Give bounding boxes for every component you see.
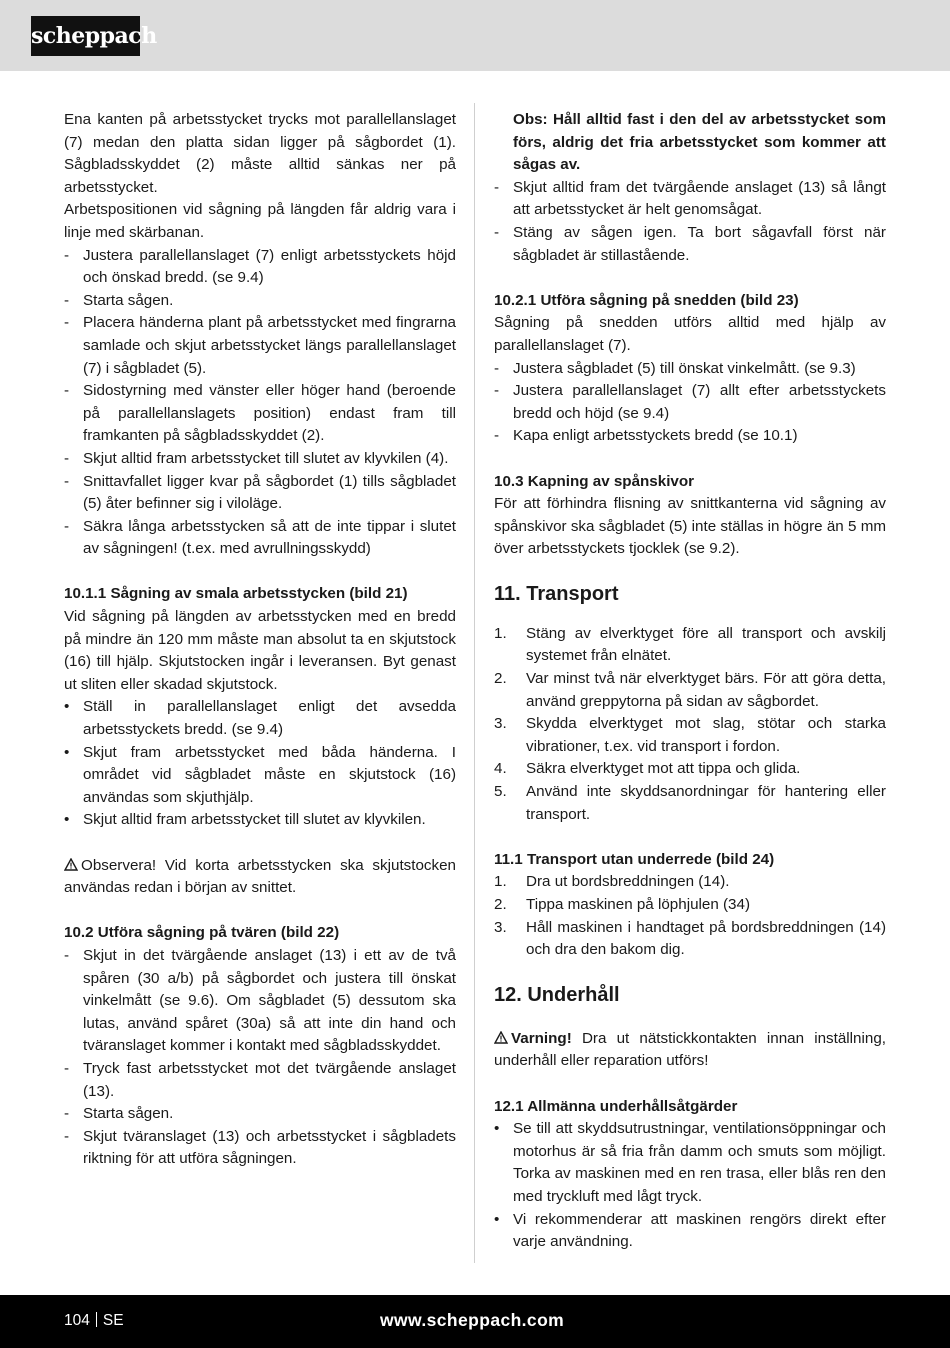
intro-paragraph: Arbetspositionen vid sågning på längden får aldrig vara i linje med skärbanan. xyxy=(64,201,456,241)
numbered-item: 3. Håll maskinen i handtaget på bordsbreddningen (14) och dra den bakom dig. xyxy=(494,918,886,959)
section-heading: 11.1 Transport utan underrede (bild 24) xyxy=(494,850,775,868)
warning-paragraph: Varning! Dra ut nätstickkontakten innan inställning, underhåll eller reparation utförs! xyxy=(494,1029,886,1070)
header-band xyxy=(0,0,950,71)
section-heading: 10.3 Kapning av spånskivor xyxy=(494,472,695,490)
list-item: - Sidostyrning med vänster eller höger hand (beroende på parallellanslagets position) endast fram till framkanten på sågbladsskyddet (2). xyxy=(64,382,456,445)
section-text: Sågning på snedden utförs alltid med hjälp av parallellanslaget (7). xyxy=(494,314,886,354)
numbered-item: 2. Tippa maskinen på löphjulen (34) xyxy=(494,896,751,913)
list-item: - Starta sågen. xyxy=(64,291,174,309)
section-heading: 10.1.1 Sågning av smala arbetsstycken (bild 21) xyxy=(64,585,408,603)
page-number: 104 xyxy=(64,1312,90,1329)
numbered-item: 2. Var minst två när elverktyget bärs. För att göra detta, använd greppytorna på sidan av sågbordet. xyxy=(494,670,886,710)
footer-bar xyxy=(0,1295,950,1348)
list-item: • Skjut fram arbetsstycket med båda händerna. I området vid sågbladet måste en skjutstock (16) användas som skjuthjälp. xyxy=(64,743,456,806)
language-code: SE xyxy=(102,1312,124,1329)
list-item: - Skjut in det tvärgående anslaget (13) i ett av de två spåren (30 a/b) på sågbordet och justera till önskat vinkelmått (se 9.6). Om sågbladet (5) dessutom ska lutas, använd spåret (30a) så att inte din hand och tväranslaget kommer i kontakt med sågbladsskyddet. xyxy=(64,946,456,1055)
list-item: • Vi rekommenderar att maskinen rengörs direkt efter varje användning. xyxy=(494,1210,886,1251)
right-column xyxy=(494,109,886,1254)
list-item: - Säkra långa arbetsstycken så att de inte tippar i slutet av sågningen! (t.ex. med avrullningsskydd) xyxy=(64,517,456,558)
scheppach-logo: scheppach xyxy=(31,16,140,56)
list-item: - Snittavfallet ligger kvar på sågbordet (1) tills sågbladet (5) åter befinner sig i viloläge. xyxy=(64,472,456,513)
section-heading: 10.2 Utföra sågning på tvären (bild 22) xyxy=(64,924,340,942)
chapter-heading: 11. Transport xyxy=(494,582,619,605)
list-item: - Kapa enligt arbetsstyckets bredd (se 10.1) xyxy=(494,427,798,445)
numbered-item: 5. Använd inte skyddsanordningar för hantering eller transport. xyxy=(494,783,886,823)
left-column xyxy=(64,109,456,1171)
intro-paragraph: Ena kanten på arbetsstycket trycks mot parallellanslaget (7) medan den platta sidan ligger på sågbordet (1). Sågbladsskyddet (2) måste alltid sänkas ner på arbetsstycket. xyxy=(64,111,456,196)
section-heading: 12.1 Allmänna underhållsåtgärder xyxy=(494,1097,738,1115)
list-item: - Skjut tväranslaget (13) och arbetsstycket i sågbladets riktning för att utföra sågningen. xyxy=(64,1127,456,1168)
warning-triangle-icon xyxy=(494,1031,508,1044)
list-item: - Justera sågbladet (5) till önskat vinkelmått. (se 9.3) xyxy=(494,359,856,377)
list-item: • Skjut alltid fram arbetsstycket till slutet av klyvkilen. xyxy=(64,811,426,829)
warning-triangle-icon xyxy=(64,858,78,871)
numbered-item: 1. Stäng av elverktyget före all transport och avskilj systemet från elnätet. xyxy=(494,624,886,665)
list-item: - Placera händerna plant på arbetsstycket med fingrarna samlade och skjut arbetsstycket längs parallellanslaget (7) i sågbladet (5). xyxy=(64,314,456,377)
list-item: - Stäng av sågen igen. Ta bort sågavfall först när sågbladet är stillastående. xyxy=(494,223,886,264)
numbered-item: 3. Skydda elverktyget mot slag, stötar och starka vibrationer, t.ex. vid transport i fordon. xyxy=(494,715,886,755)
list-item: - Justera parallellanslaget (7) allt efter arbetsstyckets bredd och höjd (se 9.4) xyxy=(494,382,886,422)
warning-label: Varning! xyxy=(511,1029,572,1047)
numbered-item: 4. Säkra elverktyget mot att tippa och glida. xyxy=(494,760,801,778)
list-item: - Skjut alltid fram det tvärgående anslaget (13) så långt att arbetsstycket är helt genomsågat. xyxy=(494,178,886,219)
list-item: • Se till att skyddsutrustningar, ventilationsöppningar och motorhus är så fria från damm och smuts som möjligt. Torka av maskinen med en ren trasa, eller blås ren den med tryckluft med lågt tryck. xyxy=(494,1120,886,1205)
website-link[interactable]: www.scheppach.com xyxy=(380,1310,565,1330)
page-indicator xyxy=(64,1310,124,1332)
column-divider xyxy=(474,103,475,1263)
section-heading: 10.2.1 Utföra sågning på snedden (bild 23) xyxy=(494,291,799,309)
obs-note: Obs: Håll alltid fast i den del av arbetsstycket som förs, aldrig det fria arbetsstycket som kommer att sågas av. xyxy=(513,111,886,174)
chapter-heading: 12. Underhåll xyxy=(494,983,620,1006)
section-text: För att förhindra flisning av snittkanterna vid sågning av spånskivor ska sågbladet (5) inte ställas in högre än 5 mm över arbetsstyckets tjocklek (se 9.2). xyxy=(494,495,886,558)
notice-paragraph: Observera! Vid korta arbetsstycken ska skjutstocken användas redan i början av snittet. xyxy=(64,856,456,897)
list-item: - Starta sågen. xyxy=(64,1105,174,1123)
list-item: - Skjut alltid fram arbetsstycket till slutet av klyvkilen (4). xyxy=(64,449,449,467)
page-separator xyxy=(96,1312,97,1327)
numbered-item: 1. Dra ut bordsbreddningen (14). xyxy=(494,873,730,891)
list-item: • Ställ in parallellanslaget enligt det avsedda arbetsstyckets bredd. (se 9.4) xyxy=(64,698,456,739)
list-item: - Justera parallellanslaget (7) enligt arbetsstyckets höjd och önskad bredd. (se 9.4) xyxy=(64,246,456,287)
section-text: Vid sågning på längden av arbetsstycken med en bredd på mindre än 120 mm måste man absolut ta en skjutstock (16) till hjälp. Skjutstocken ingår i leveransen. Byt genast ut sliten eller skadad skjutstock. xyxy=(64,608,456,693)
list-item: - Tryck fast arbetsstycket mot det tvärgående anslaget (13). xyxy=(64,1059,456,1100)
